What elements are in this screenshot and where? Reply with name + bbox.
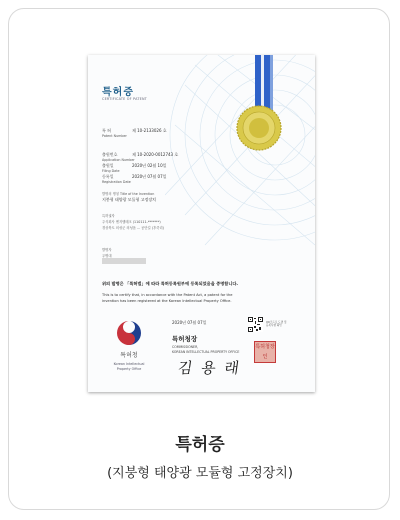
office-name-en-1: Korean Intellectual: [113, 362, 145, 366]
issue-date: 2020년 07월 07일: [172, 320, 207, 325]
field-label: 등록일: [102, 174, 114, 179]
patent-certificate: [88, 55, 315, 392]
field-label: 출원번호: [102, 152, 118, 157]
patentee-line1: 주식회사 엔지엠테크 (110111-*******): [102, 220, 161, 224]
qr-code-icon: [248, 317, 263, 332]
commissioner-title: 특허청장: [172, 335, 198, 343]
office-name-ko: 특허청: [120, 352, 138, 359]
field-label-en: Filing Date: [102, 169, 120, 173]
statement-ko: 위의 발명은 「특허법」에 따라 특허등록원부에 등록되었음을 증명합니다.: [102, 281, 239, 286]
qr-caption-2: 등록사항 확인: [266, 324, 282, 328]
field-value: 2020년 07월 07일: [132, 174, 167, 179]
field-label: 출원일: [102, 163, 114, 168]
signature: 김 용 래: [176, 359, 243, 377]
certificate-title: 특허증: [102, 87, 134, 98]
field-value: 제 10-2020-0012743 호: [132, 152, 179, 157]
invention-label-en: Title of the Invention: [120, 192, 155, 196]
field-label-en: Registration Date: [102, 180, 131, 184]
commissioner-en-2: KOREAN INTELLECTUAL PROPERTY OFFICE: [172, 350, 240, 354]
field-label: 특 허: [102, 128, 111, 133]
caption-subtitle: (지붕형 태양광 모듈형 고정장치): [107, 466, 293, 481]
patentee-label: 특허권자: [102, 214, 115, 218]
qr-caption: [266, 321, 287, 328]
field-value: 2020년 02월 10일: [132, 163, 167, 168]
guilloche-pattern: [165, 55, 315, 265]
invention-label: [102, 191, 154, 196]
official-stamp: 특허청장인: [254, 341, 276, 363]
statement-en-2: invention has been registered at the Korean Intellectual Property Office.: [102, 299, 232, 303]
redacted-box: [102, 258, 146, 264]
field-value: 제 10-2133026 호: [132, 128, 167, 133]
statement-en-1: This is to certify that, in accordance with the Patent Act, a patent for the: [102, 293, 233, 297]
inventor-label: 발명자: [102, 248, 112, 252]
commissioner-en-1: COMMISSIONER,: [172, 345, 199, 349]
invention-title: 지붕형 태양광 모듈형 고정장치: [102, 197, 157, 202]
taegeuk-emblem-icon: [116, 320, 142, 346]
qr-caption-1: QR코드로 도면 및: [266, 321, 287, 324]
invention-label-ko: 발명의 명칭: [102, 192, 119, 196]
caption-title: 특허증: [175, 435, 225, 455]
inventor-value: 우병대: [102, 254, 112, 258]
gold-seal-icon: [236, 105, 282, 151]
office-name-en-2: Property Office: [116, 367, 142, 371]
field-label-en: Patent Number: [102, 134, 127, 138]
certificate-title-en: CERTIFICATE OF PATENT: [102, 97, 147, 101]
patentee-line2: 경상북도 의성군 의성읍 ... 공단길 (후죽리): [102, 226, 164, 230]
field-label-en: Application Number: [102, 158, 135, 162]
